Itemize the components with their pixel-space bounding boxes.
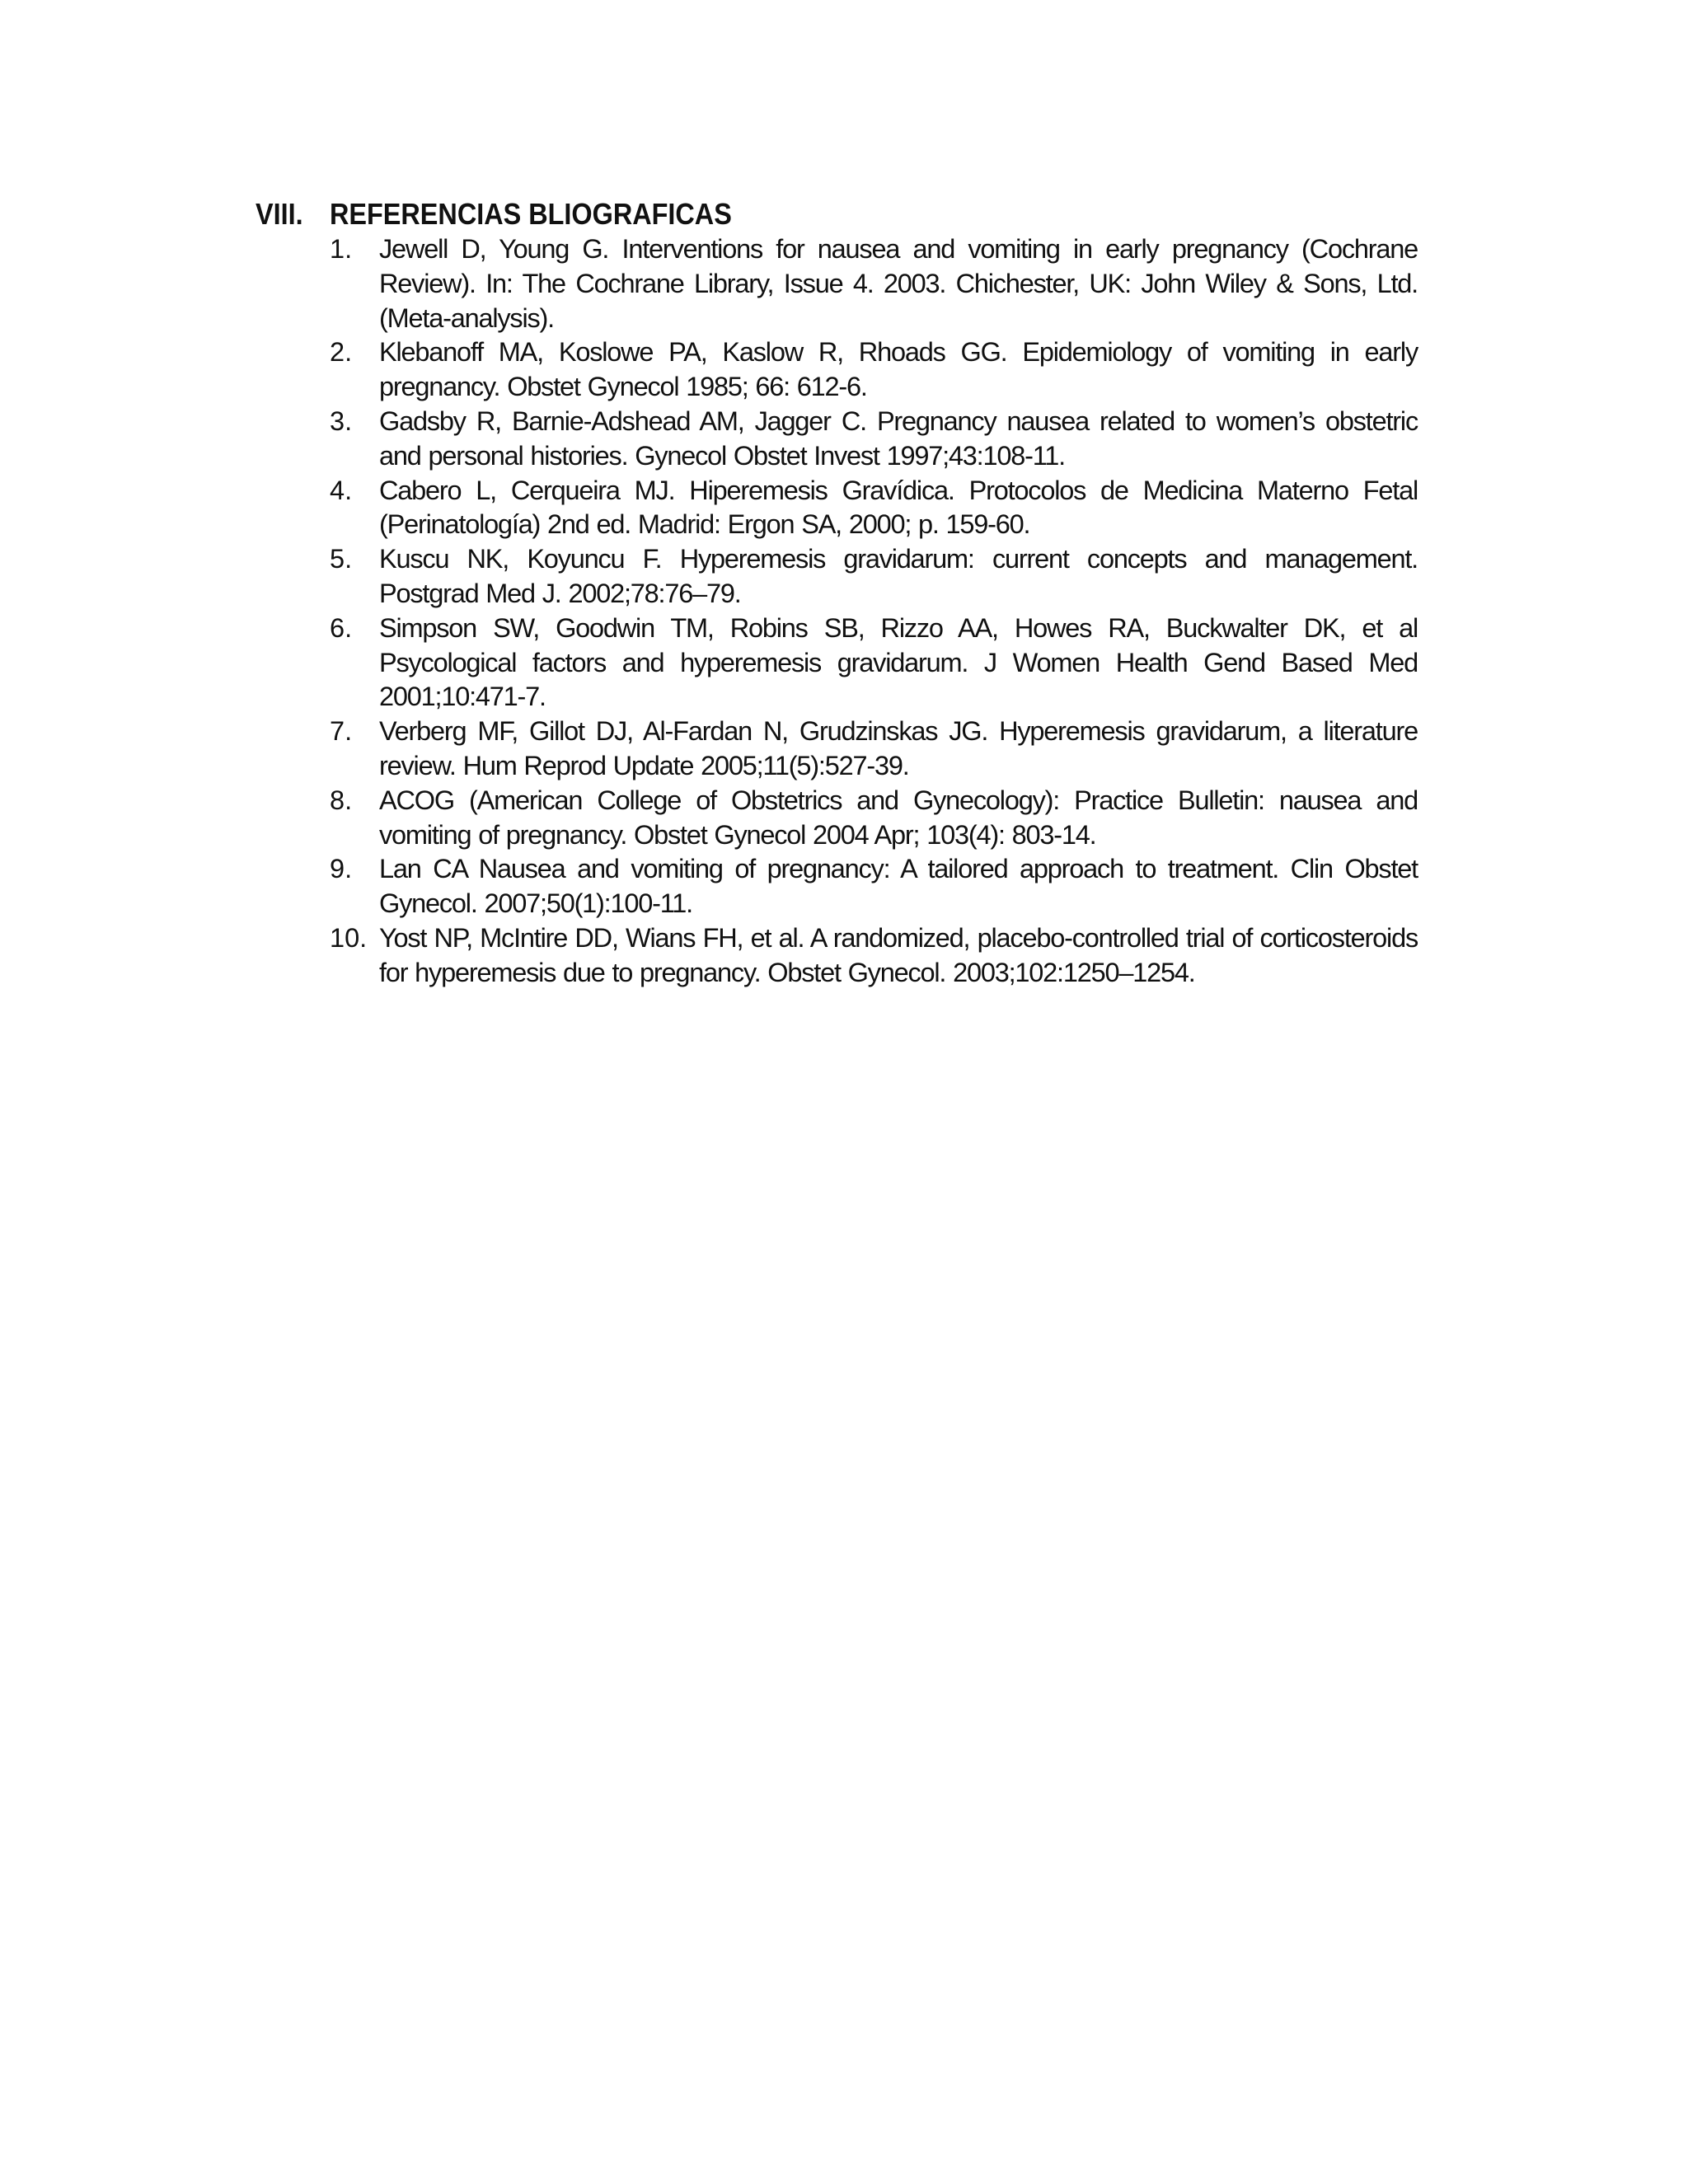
reference-number: 8. — [330, 785, 353, 815]
reference-text: Verberg MF, Gillot DJ, Al-Fardan N, Grudzinskas JG. Hyperemesis gravidarum, a literature review. Hum Reprod Update 2005;11(5):527-39. — [379, 716, 1418, 780]
reference-number: 6. — [330, 612, 353, 643]
reference-text: Lan CA Nausea and vomiting of pregnancy: A tailored approach to treatment. Clin Obstet Gynecol. 2007;50(1):100-11. — [379, 854, 1418, 919]
reference-text: ACOG (American College of Obstetrics and Gynecology): Practice Bulletin: nausea and vomiting of pregnancy. Obstet Gynecol 2004 Apr; 103(4): 803-14. — [379, 785, 1418, 850]
reference-text: Jewell D, Young G. Interventions for nausea and vomiting in early pregnancy (Cochrane Review). In: The Cochrane Library, Issue 4. 2003. Chichester, UK: John Wiley & Sons, Ltd. (Meta-analysis). — [379, 234, 1418, 333]
reference-text: Yost NP, McIntire DD, Wians FH, et al. A randomized, placebo-controlled trial of corticosteroids for hyperemesis due to pregnancy. Obstet Gynecol. 2003;102:1250–1254. — [379, 922, 1418, 987]
reference-text: Gadsby R, Barnie-Adshead AM, Jagger C. Pregnancy nausea related to women’s obstetric and personal histories. Gynecol Obstet Invest 1997;43:108-11. — [379, 405, 1418, 471]
reference-item-3 — [330, 405, 1418, 474]
reference-text: Kuscu NK, Koyuncu F. Hyperemesis gravidarum: current concepts and management. Postgrad Med J. 2002;78:76–79. — [379, 544, 1418, 608]
reference-number: 3. — [330, 405, 353, 436]
reference-text: Simpson SW, Goodwin TM, Robins SB, Rizzo AA, Howes RA, Buckwalter DK, et al Psycological factors and hyperemesis gravidarum. J Women Health Gend Based Med 2001;10:471-7. — [379, 612, 1418, 712]
reference-item-9 — [330, 852, 1418, 921]
section-heading — [256, 196, 1301, 232]
reference-item-5 — [330, 542, 1418, 612]
reference-list — [330, 232, 1418, 991]
reference-number: 7. — [330, 716, 353, 747]
reference-text: Cabero L, Cerqueira MJ. Hiperemesis Gravídica. Protocolos de Medicina Materno Fetal (Perinatología) 2nd ed. Madrid: Ergon SA, 2000; p. 159-60. — [379, 475, 1418, 540]
reference-number: 9. — [330, 854, 353, 884]
reference-item-8 — [330, 784, 1418, 853]
reference-number: 10. — [330, 922, 368, 953]
references-section — [256, 196, 1418, 987]
section-title: REFERENCIAS BLIOGRAFICAS — [330, 197, 732, 231]
section-number: VIII. — [256, 197, 303, 231]
reference-number: 5. — [330, 544, 353, 574]
reference-number: 4. — [330, 475, 353, 505]
reference-item-2 — [330, 335, 1418, 405]
reference-item-4 — [330, 474, 1418, 543]
reference-item-1 — [330, 232, 1418, 335]
reference-item-7 — [330, 715, 1418, 784]
reference-number: 1. — [330, 234, 353, 264]
reference-item-6 — [330, 612, 1418, 715]
reference-text: Klebanoff MA, Koslowe PA, Kaslow R, Rhoads GG. Epidemiology of vomiting in early pregnancy. Obstet Gynecol 1985; 66: 612-6. — [379, 337, 1418, 402]
reference-item-10 — [330, 921, 1418, 991]
reference-number: 2. — [330, 337, 353, 368]
